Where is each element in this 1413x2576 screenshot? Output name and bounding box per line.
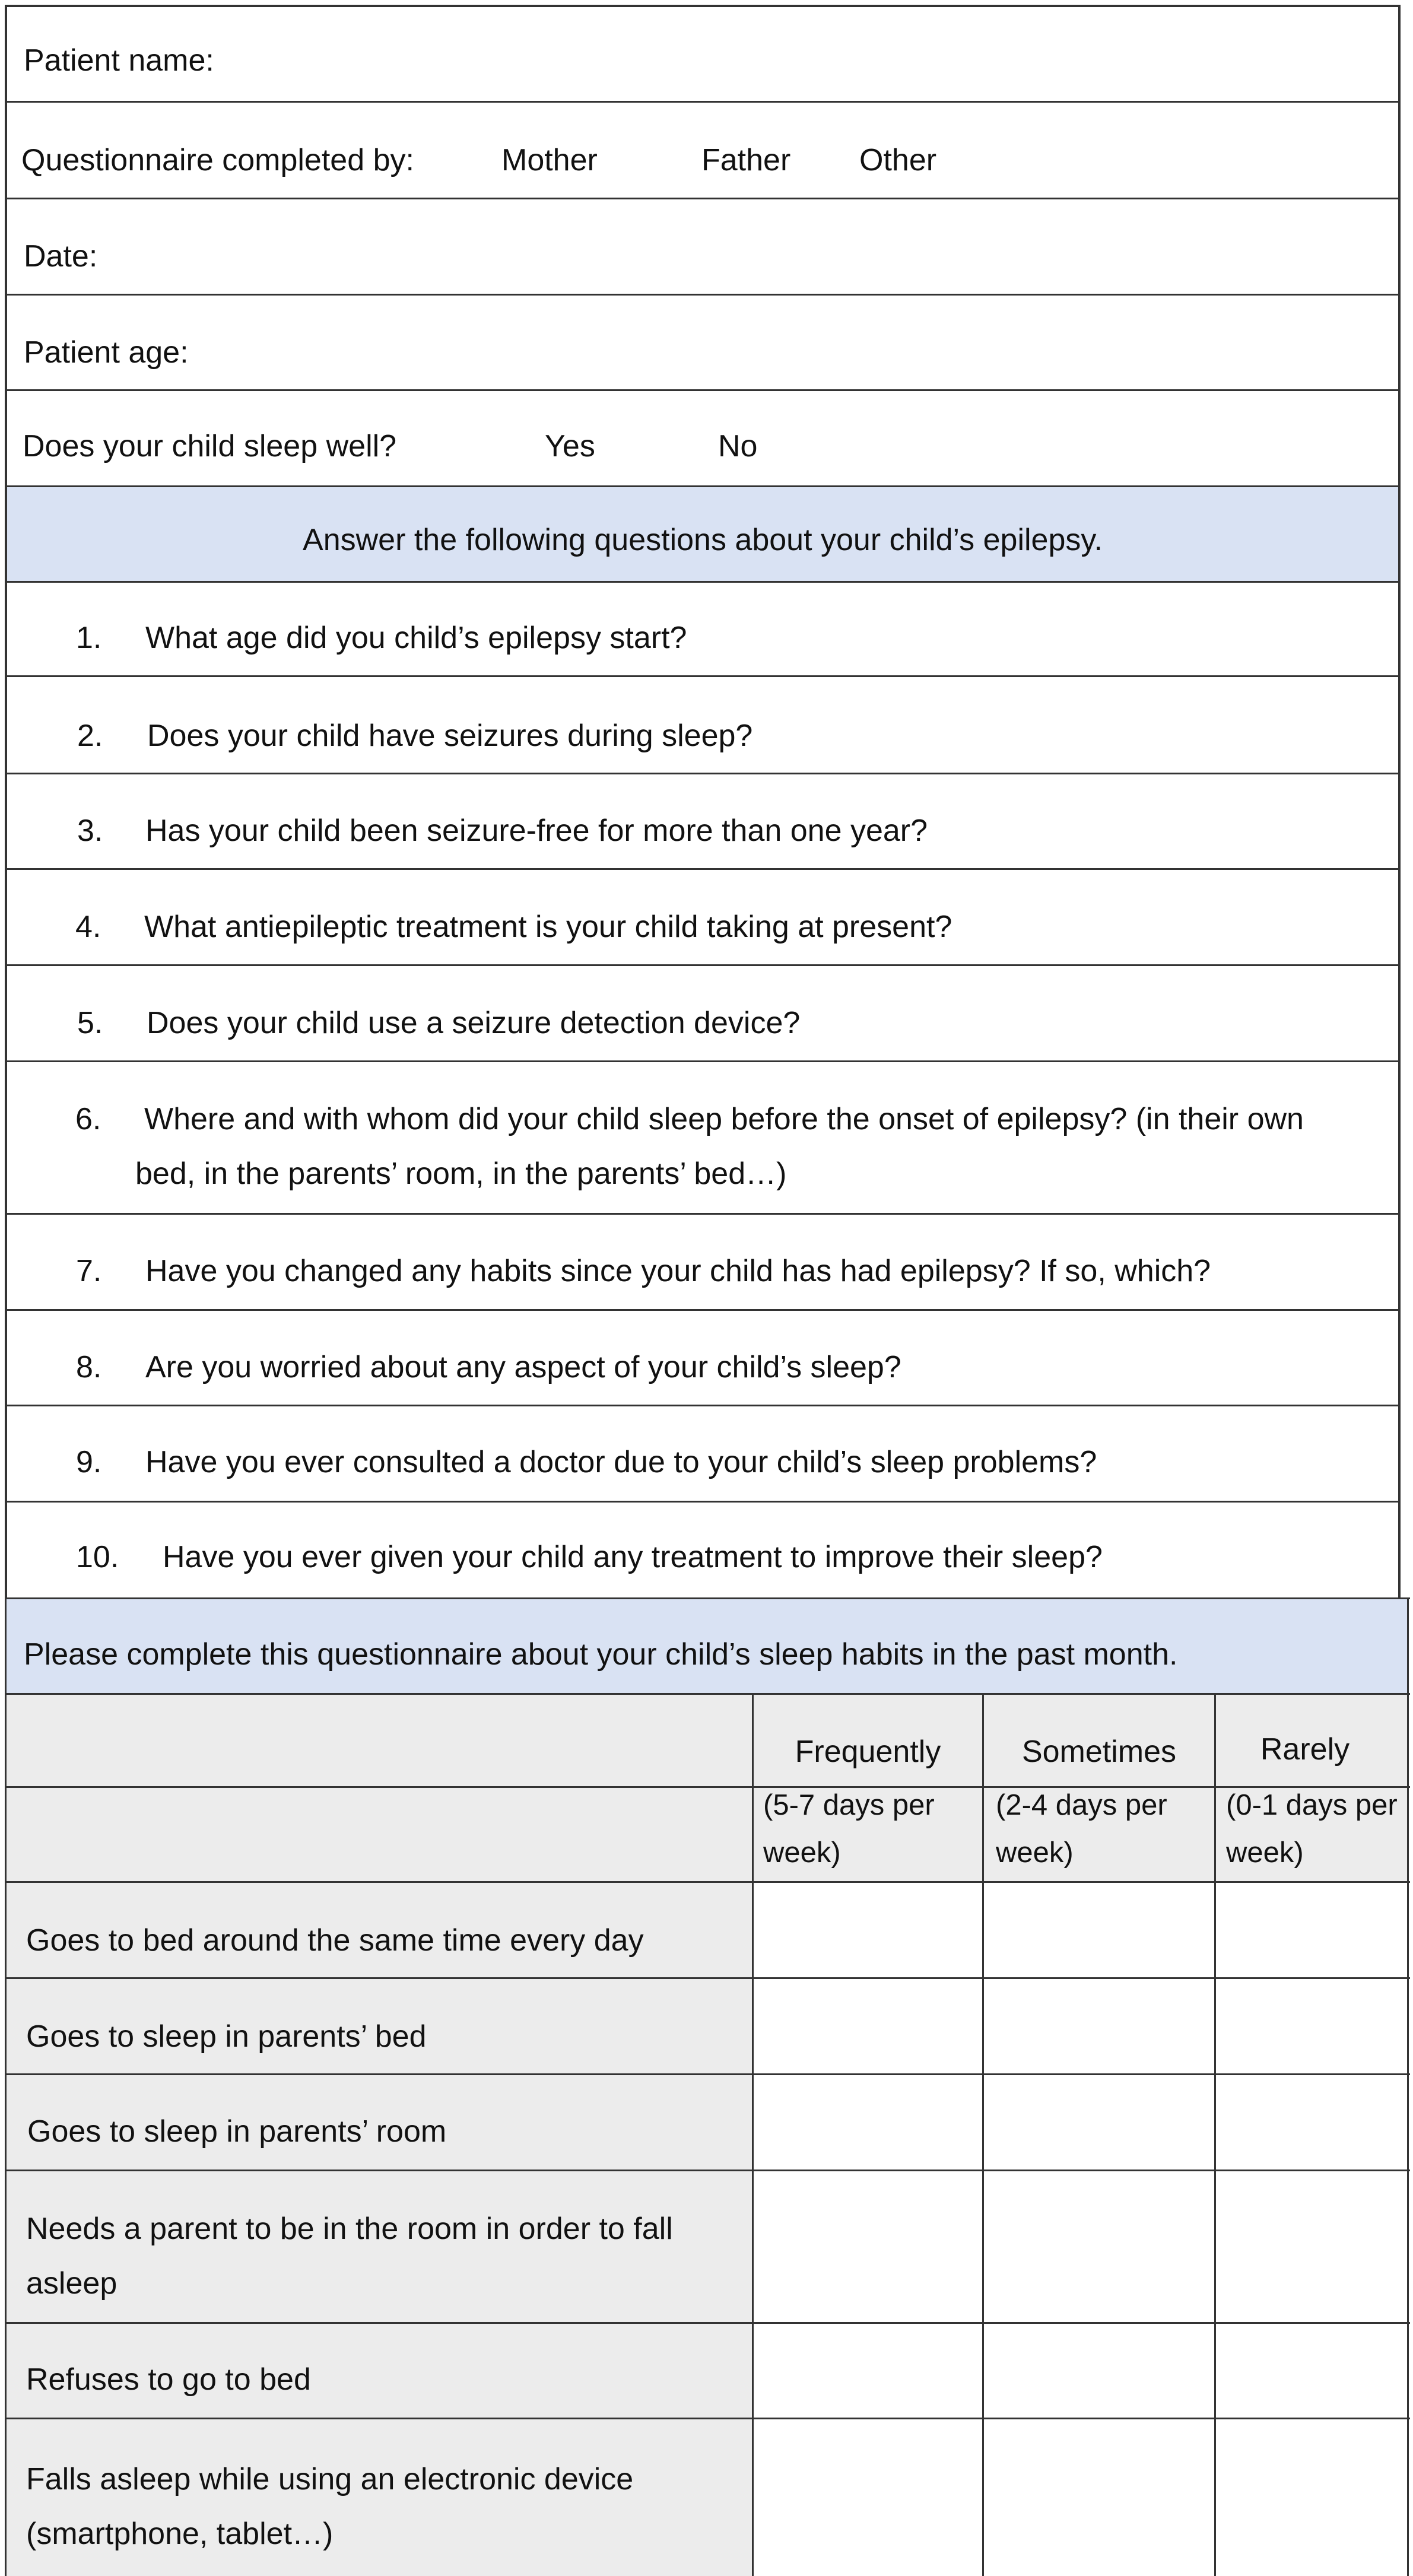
option-yes[interactable]: Yes (545, 429, 595, 463)
column-sub-rarely: (0-1 days per week) (1226, 1789, 1398, 1869)
divider (5, 1309, 1401, 1311)
answer-cell-rarely[interactable] (1216, 2075, 1407, 2170)
column-header-frequently: Frequently (795, 1735, 941, 1769)
question-number: 5. (77, 1006, 103, 1040)
patient-age-label: Patient age: (24, 335, 189, 370)
patient-name-label: Patient name: (24, 43, 214, 78)
column-sub-sometimes: (2-4 days per week) (996, 1789, 1167, 1869)
answer-cell-rarely[interactable] (1216, 1979, 1407, 2073)
question-text: Have you ever consulted a doctor due to your child’s sleep problems? (145, 1445, 1097, 1479)
habit-row-label: Needs a parent to be in the room in order to fall (26, 2212, 673, 2246)
divider (5, 294, 1401, 296)
question-number: 1. (76, 621, 102, 655)
divider (5, 1213, 1401, 1215)
sleep-well-label: Does your child sleep well? (23, 429, 397, 463)
question-number: 8. (76, 1350, 102, 1384)
answer-cell-frequently[interactable] (754, 1979, 982, 2073)
answer-cell-sometimes[interactable] (984, 1979, 1214, 2073)
divider (5, 1060, 1401, 1062)
option-mother[interactable]: Mother (501, 143, 598, 177)
epilepsy-section-header: Answer the following questions about your child’s epilepsy. (303, 523, 1103, 557)
completed-by-label: Questionnaire completed by: (21, 143, 414, 177)
column-sub-frequently: (5-7 days per week) (763, 1789, 935, 1869)
divider (5, 773, 1401, 774)
answer-cell-rarely[interactable] (1216, 1883, 1407, 1977)
divider (5, 101, 1401, 103)
question-text: What age did you child’s epilepsy start? (145, 621, 687, 655)
question-text: Have you ever given your child any treatment to improve their sleep? (163, 1540, 1103, 1574)
habit-row-label: Goes to bed around the same time every day (26, 1923, 644, 1958)
divider (5, 964, 1401, 966)
habit-row-label-continued: (smartphone, tablet…) (26, 2517, 334, 2551)
habit-row-label-continued: asleep (26, 2266, 118, 2301)
question-text: Does your child have seizures during sleep? (147, 719, 753, 753)
question-text: Have you changed any habits since your child has had epilepsy? If so, which? (145, 1254, 1211, 1288)
left-border (5, 5, 7, 1599)
top-border (5, 5, 1401, 7)
habits-section-header: Please complete this questionnaire about your child’s sleep habits in the past month. (24, 1637, 1178, 1672)
question-number: 2. (77, 719, 103, 753)
option-other[interactable]: Other (859, 143, 937, 177)
question-number: 4. (75, 910, 101, 944)
option-no[interactable]: No (718, 429, 758, 463)
question-text: What antiepileptic treatment is your child taking at present? (144, 910, 952, 944)
question-text: Are you worried about any aspect of your child’s sleep? (145, 1350, 901, 1384)
column-header-sometimes: Sometimes (1021, 1735, 1177, 1769)
answer-cell-frequently[interactable] (754, 2075, 982, 2170)
right-border (1398, 5, 1401, 1599)
answer-cell-frequently[interactable] (754, 2324, 982, 2418)
question-number: 10. (76, 1540, 119, 1574)
question-text-continued: bed, in the parents’ room, in the parents’ bed…) (135, 1157, 787, 1191)
divider (5, 581, 1401, 583)
answer-cell-rarely[interactable] (1216, 2419, 1407, 2576)
habit-row-label: Refuses to go to bed (26, 2362, 311, 2397)
question-text: Where and with whom did your child sleep before the onset of epilepsy? (in their own (144, 1102, 1304, 1136)
answer-cell-rarely[interactable] (1216, 2171, 1407, 2322)
answer-cell-frequently[interactable] (754, 1883, 982, 1977)
divider (5, 675, 1401, 677)
answer-cell-sometimes[interactable] (984, 1883, 1214, 1977)
option-father[interactable]: Father (701, 143, 791, 177)
right-border-lower (1407, 1597, 1409, 2576)
divider (5, 1501, 1401, 1503)
answer-cell-frequently[interactable] (754, 2419, 982, 2576)
question-number: 6. (75, 1102, 101, 1136)
answer-cell-sometimes[interactable] (984, 2419, 1214, 2576)
answer-cell-frequently[interactable] (754, 2171, 982, 2322)
answer-cell-sometimes[interactable] (984, 2171, 1214, 2322)
question-number: 9. (76, 1445, 102, 1479)
divider (5, 198, 1401, 199)
column-header-rarely: Rarely (1260, 1732, 1350, 1767)
habit-row-label: Goes to sleep in parents’ room (27, 2114, 447, 2149)
question-text: Has your child been seizure-free for more than one year? (145, 814, 928, 848)
answer-cell-sometimes[interactable] (984, 2324, 1214, 2418)
divider (5, 868, 1401, 870)
date-label: Date: (24, 239, 98, 274)
answer-cell-rarely[interactable] (1216, 2324, 1407, 2418)
answer-cell-sometimes[interactable] (984, 2075, 1214, 2170)
question-number: 7. (76, 1254, 102, 1288)
habit-row-label: Goes to sleep in parents’ bed (26, 2019, 427, 2054)
habit-row-label: Falls asleep while using an electronic device (26, 2462, 634, 2496)
question-number: 3. (77, 814, 103, 848)
question-text: Does your child use a seizure detection device? (147, 1006, 801, 1040)
divider (5, 389, 1401, 391)
divider (5, 1405, 1401, 1406)
